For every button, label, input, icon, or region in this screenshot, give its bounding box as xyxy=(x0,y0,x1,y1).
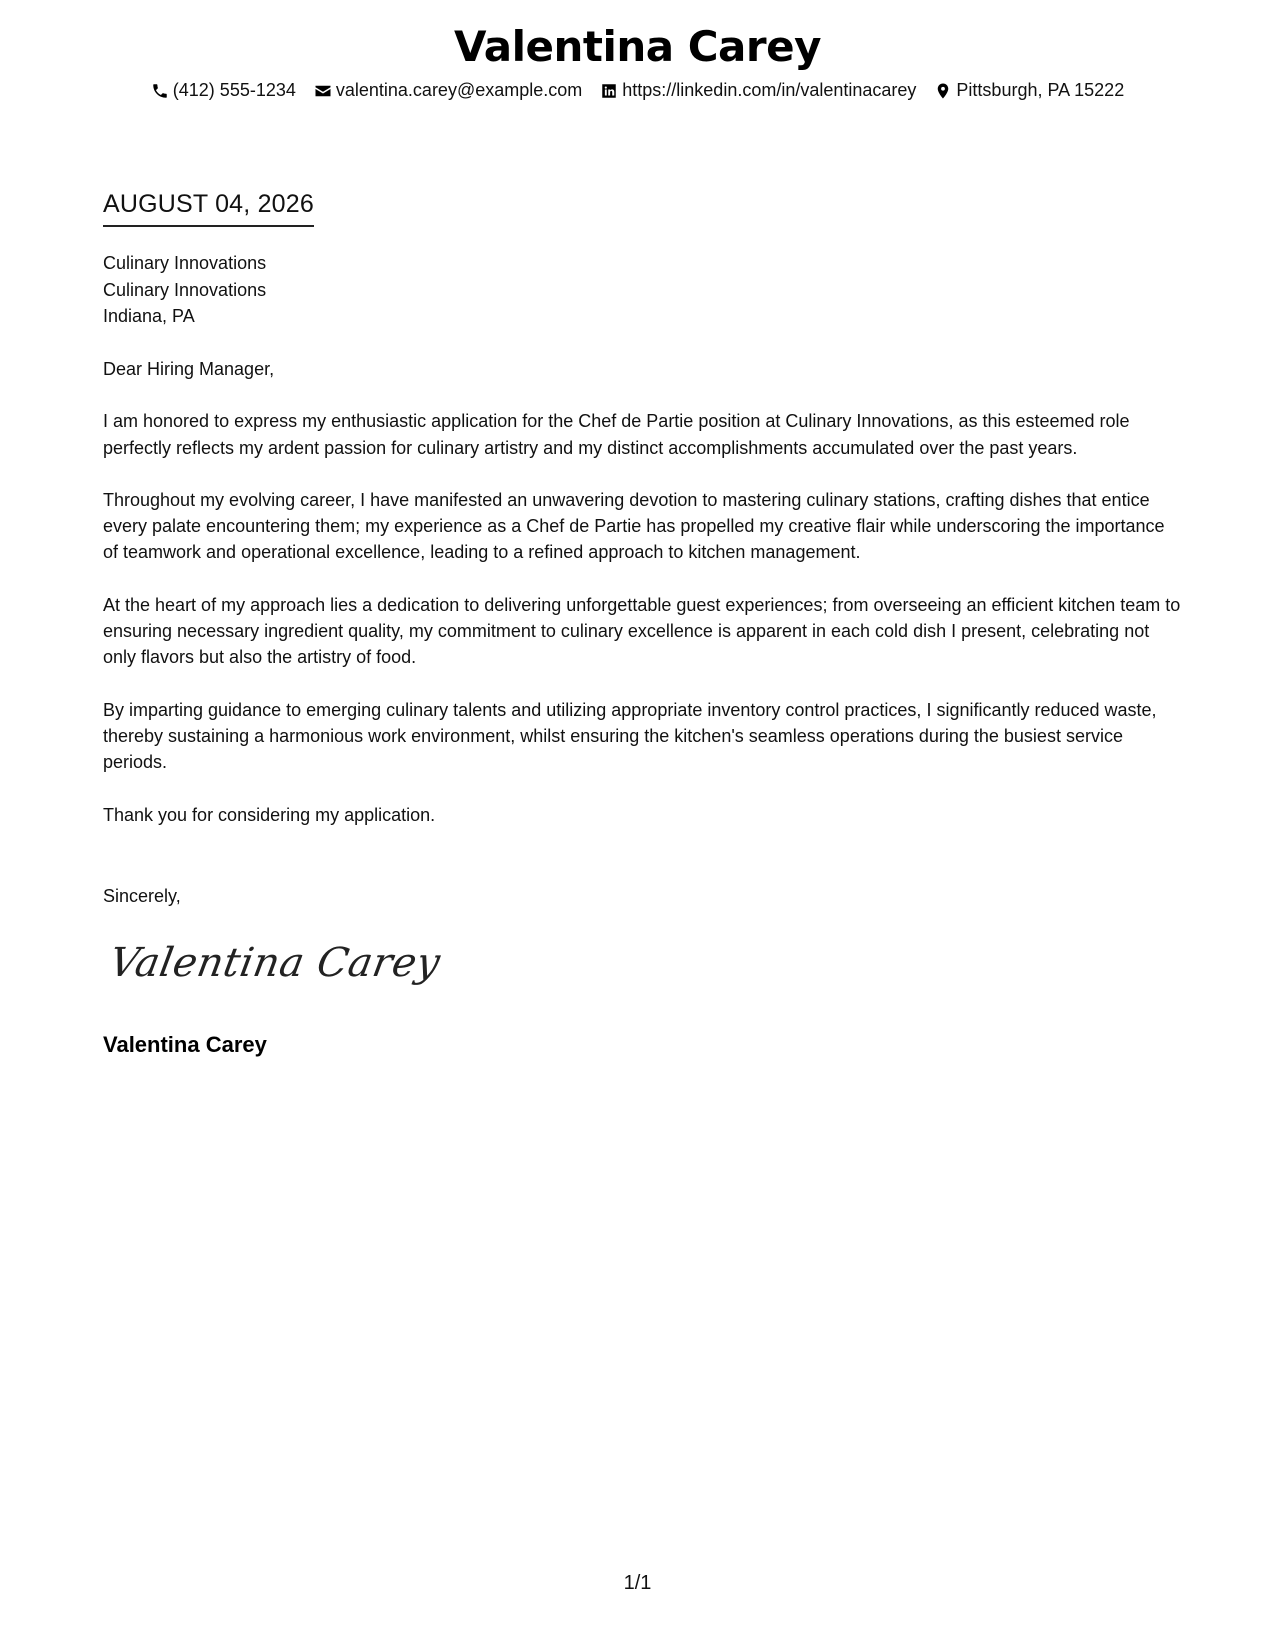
letter-body xyxy=(103,356,1183,854)
handwritten-signature: Valentina Carey xyxy=(105,940,444,986)
signed-name: Valentina Carey xyxy=(103,1032,267,1057)
applicant-name: Valentina Carey xyxy=(454,22,821,71)
map-pin-icon xyxy=(934,82,952,100)
envelope-icon xyxy=(314,82,332,100)
page-number: 1/1 xyxy=(623,1572,652,1594)
contact-bar xyxy=(0,80,1275,101)
body-paragraph: Thank you for considering my application. xyxy=(103,804,436,825)
phone-text: (412) 555-1234 xyxy=(172,80,296,100)
phone-icon xyxy=(151,82,169,100)
salutation: Dear Hiring Manager, xyxy=(103,359,275,379)
linkedin-icon xyxy=(600,82,618,100)
body-paragraph: I am honored to express my enthusiastic application for the Chef de Partie position at Culinary Innovations, as this esteemed role perfectly reflects my ardent passion for culinary artistry and my distinct accomplishments accumulated over the past years. xyxy=(103,411,1130,458)
contact-email xyxy=(314,80,582,101)
recipient-line: Indiana, PA xyxy=(103,306,195,326)
closing: Sincerely, xyxy=(103,886,181,906)
body-paragraph: Throughout my evolving career, I have manifested an unwavering devotion to mastering culinary stations, crafting dishes that entice every palate encountering them; my experience as a Chef de Partie has propelled my creative flair while underscoring the importance of teamwork and operational excellence, leading to a refined approach to kitchen management. xyxy=(103,489,1165,563)
contact-linkedin xyxy=(600,80,916,101)
email-text[interactable]: valentina.carey@example.com xyxy=(335,80,583,100)
letter-date: AUGUST 04, 2026 xyxy=(103,190,314,227)
recipient-block xyxy=(103,250,266,330)
recipient-line: Culinary Innovations xyxy=(103,253,267,273)
body-paragraph: By imparting guidance to emerging culinary talents and utilizing appropriate inventory control practices, I significantly reduced waste, thereby sustaining a harmonious work environment, whilst ensuring the kitchen's seamless operations during the busiest service periods. xyxy=(103,699,1157,773)
body-paragraph: At the heart of my approach lies a dedication to delivering unforgettable guest experiences; from overseeing an efficient kitchen team to ensuring necessary ingredient quality, my commitment to culinary excellence is apparent in each cold dish I present, celebrating not only flavors but also the artistry of food. xyxy=(103,594,1181,668)
contact-location xyxy=(934,80,1124,101)
recipient-line: Culinary Innovations xyxy=(103,279,267,300)
location-text: Pittsburgh, PA 15222 xyxy=(956,80,1125,100)
contact-phone xyxy=(151,80,296,101)
linkedin-text[interactable]: https://linkedin.com/in/valentinacarey xyxy=(622,80,917,100)
